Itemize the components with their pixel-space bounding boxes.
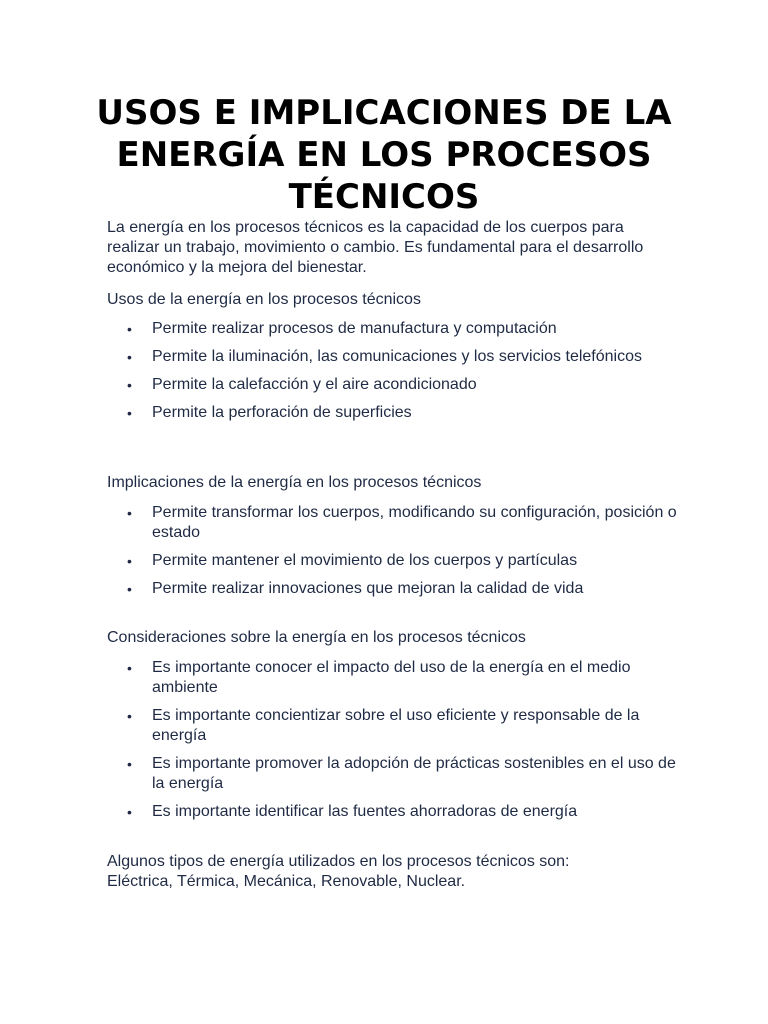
list-item <box>107 754 677 794</box>
list-item-text: Permite mantener el movimiento de los cuerpos y partículas <box>152 552 578 569</box>
list-item-text: Permite realizar procesos de manufactura y computación <box>152 320 557 337</box>
list-item <box>107 347 677 367</box>
bullet-icon: • <box>127 405 132 421</box>
list-item <box>107 403 677 423</box>
list-implicaciones <box>107 503 677 607</box>
list-item <box>107 551 677 571</box>
bullet-icon: • <box>127 804 132 820</box>
list-item-text: Es importante conocer el impacto del uso de la energía en el medio ambiente <box>152 659 631 696</box>
bullet-icon: • <box>127 553 132 569</box>
list-item-text: Permite transformar los cuerpos, modificando su configuración, posición o estado <box>152 504 677 541</box>
bullet-icon: • <box>127 756 132 772</box>
list-item-text: Permite la iluminación, las comunicaciones y los servicios telefónicos <box>152 348 642 365</box>
bullet-icon: • <box>127 708 132 724</box>
section-heading-consideraciones: Consideraciones sobre la energía en los procesos técnicos <box>107 629 526 646</box>
bullet-icon: • <box>127 505 132 521</box>
list-item <box>107 503 677 543</box>
list-item <box>107 579 677 599</box>
list-item <box>107 375 677 395</box>
bullet-icon: • <box>127 581 132 597</box>
list-consideraciones <box>107 658 677 830</box>
section-heading-implicaciones: Implicaciones de la energía en los procesos técnicos <box>107 474 482 491</box>
list-item-text: Permite la perforación de superficies <box>152 404 412 421</box>
bullet-icon: • <box>127 321 132 337</box>
list-item <box>107 802 677 822</box>
bullet-icon: • <box>127 349 132 365</box>
list-item-text: Es importante identificar las fuentes ahorradoras de energía <box>152 803 578 820</box>
list-item-text: Permite realizar innovaciones que mejoran la calidad de vida <box>152 580 584 597</box>
intro-paragraph: La energía en los procesos técnicos es la capacidad de los cuerpos para realizar un trabajo, movimiento o cambio. Es fundamental para el desarrollo económico y la mejora del bienestar. <box>107 219 644 276</box>
section-heading-usos: Usos de la energía en los procesos técnicos <box>107 291 421 308</box>
bullet-icon: • <box>127 660 132 676</box>
closing-paragraph: Algunos tipos de energía utilizados en los procesos técnicos son: Eléctrica, Térmica, Mecánica, Renovable, Nuclear. <box>107 853 570 890</box>
list-item <box>107 319 677 339</box>
list-item <box>107 706 677 746</box>
list-item-text: Es importante promover la adopción de prácticas sostenibles en el uso de la energía <box>152 755 676 792</box>
bullet-icon: • <box>127 377 132 393</box>
list-item-text: Es importante concientizar sobre el uso eficiente y responsable de la energía <box>152 707 640 744</box>
list-item <box>107 658 677 698</box>
list-usos <box>107 319 677 431</box>
document-title: USOS E IMPLICACIONES DE LA ENERGÍA EN LOS PROCESOS TÉCNICOS <box>96 93 672 217</box>
list-item-text: Permite la calefacción y el aire acondicionado <box>152 376 477 393</box>
